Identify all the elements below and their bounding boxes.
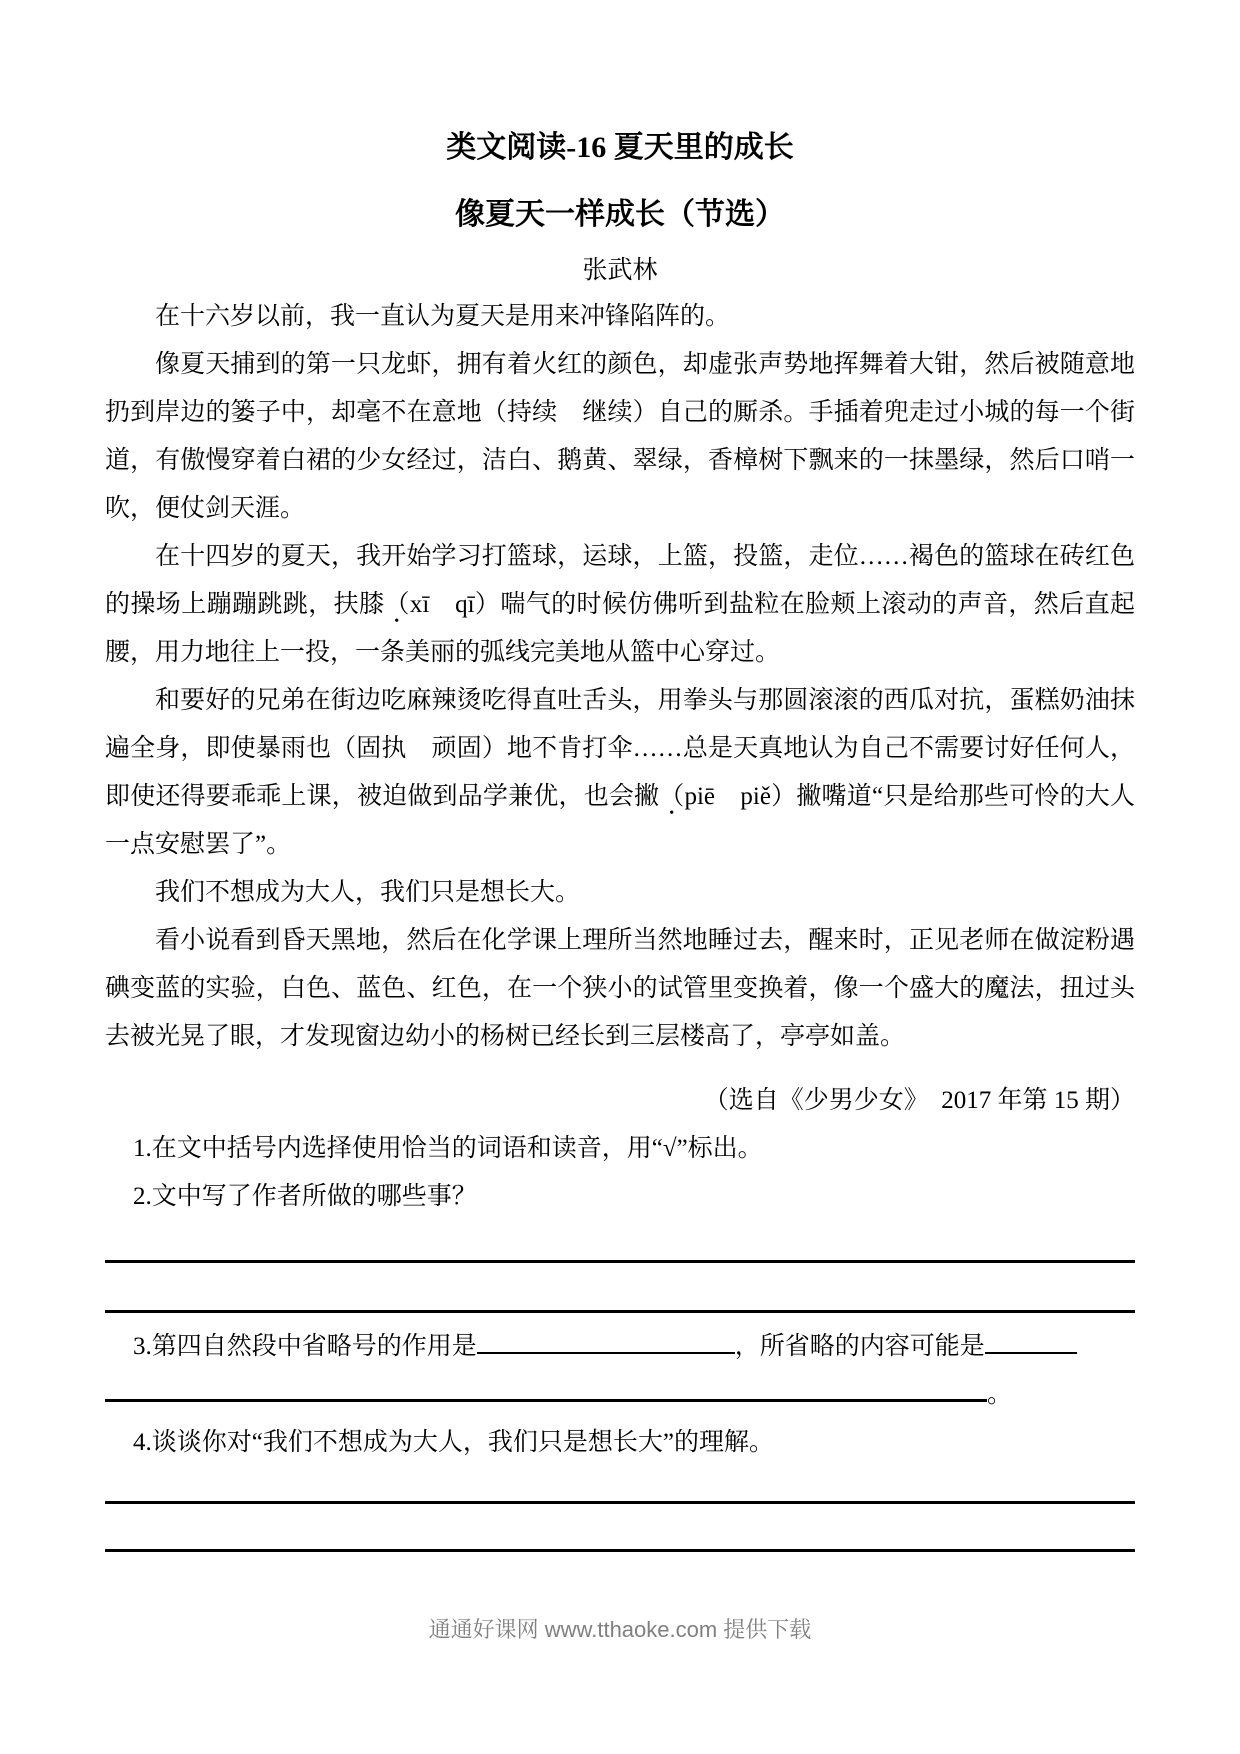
paragraph-4 bbox=[105, 677, 1135, 869]
paragraph-3-text: （xī qī）喘气的时候仿佛听到盐粒在脸颊上滚动的声音，然后直起腰，用力地往上一投，一条美丽的弧线完美地从篮中心穿过。 bbox=[105, 591, 1135, 666]
fill-in-blank bbox=[105, 1372, 987, 1403]
question-3-text: 3.第四自然段中省略号的作用是 bbox=[133, 1333, 477, 1360]
question-3 bbox=[105, 1323, 1135, 1371]
question-3-continuation bbox=[105, 1371, 1135, 1419]
paragraph-5: 我们不想成为大人，我们只是想长大。 bbox=[155, 879, 581, 906]
fill-in-blank bbox=[477, 1325, 735, 1355]
article-body bbox=[105, 293, 1135, 1061]
emphasized-character: 撇 bbox=[634, 783, 660, 810]
answer-line bbox=[105, 1501, 1135, 1504]
article-title: 像夏天一样成长（节选） bbox=[455, 198, 785, 231]
fill-in-blank bbox=[985, 1325, 1077, 1355]
answer-line bbox=[105, 1310, 1135, 1313]
question-4: 4.谈谈你对“我们不想成为大人，我们只是想长大”的理解。 bbox=[133, 1429, 774, 1456]
question-3-text: ，所省略的内容可能是 bbox=[734, 1333, 985, 1360]
paragraph-4-text: 和要好的兄弟在街边吃麻辣烫吃得直吐舌头，用拳头与那圆滚滚的西瓜对抗，蛋糕奶油抹遍全身，即使暴雨也（固执 顽固）地不肯打伞……总是天真地认为自己不需要讨好任何人，即使还得要乖乖上课，被迫做到品学兼优，也会 bbox=[105, 687, 1135, 810]
paragraph-3-text: 在十四岁的夏天，我开始学习打篮球，运球，上篮，投篮，走位……褐色的篮球在砖红色的操场上蹦蹦跳跳，扶 bbox=[105, 543, 1135, 618]
question-1: 1.在文中括号内选择使用恰当的词语和读音，用“√”标出。 bbox=[133, 1135, 763, 1162]
paragraph-1: 在十六岁以前，我一直认为夏天是用来冲锋陷阵的。 bbox=[155, 303, 731, 330]
paragraph-6: 看小说看到昏天黑地，然后在化学课上理所当然地睡过去，醒来时，正见老师在做淀粉遇碘变蓝的实验，白色、蓝色、红色，在一个狭小的试管里变换着，像一个盛大的魔法，扭过头去被光晃了眼，才发现窗边幼小的杨树已经长到三层楼高了，亭亭如盖。 bbox=[105, 927, 1135, 1050]
paragraph-2: 像夏天捕到的第一只龙虾，拥有着火红的颜色，却虚张声势地挥舞着大钳，然后被随意地扔到岸边的篓子中，却毫不在意地（持续 继续）自己的厮杀。手插着兜走过小城的每一个街道，有傲慢穿着白裙的少女经过，洁白、鹅黄、翠绿，香樟树下飘来的一抹墨绿，然后口哨一吹，便仗剑天涯。 bbox=[105, 351, 1135, 522]
answer-line bbox=[105, 1260, 1135, 1263]
answer-line bbox=[105, 1549, 1135, 1552]
paragraph-4-text: （piē piě）撇嘴道“只是给那些可怜的大人一点安慰罢了”。 bbox=[105, 783, 1135, 858]
emphasized-character: 膝 bbox=[359, 591, 385, 618]
article-author: 张武林 bbox=[582, 257, 658, 284]
lesson-title: 类文阅读-16 夏天里的成长 bbox=[446, 131, 794, 164]
period-mark: 。 bbox=[987, 1381, 1013, 1408]
footer-text: 通通好课网 www.tthaoke.com 提供下载 bbox=[428, 1617, 812, 1642]
paragraph-3 bbox=[105, 533, 1135, 677]
source-citation: （选自《少男少女》 2017 年第 15 期） bbox=[703, 1087, 1135, 1114]
question-2: 2.文中写了作者所做的哪些事？ bbox=[133, 1183, 477, 1210]
